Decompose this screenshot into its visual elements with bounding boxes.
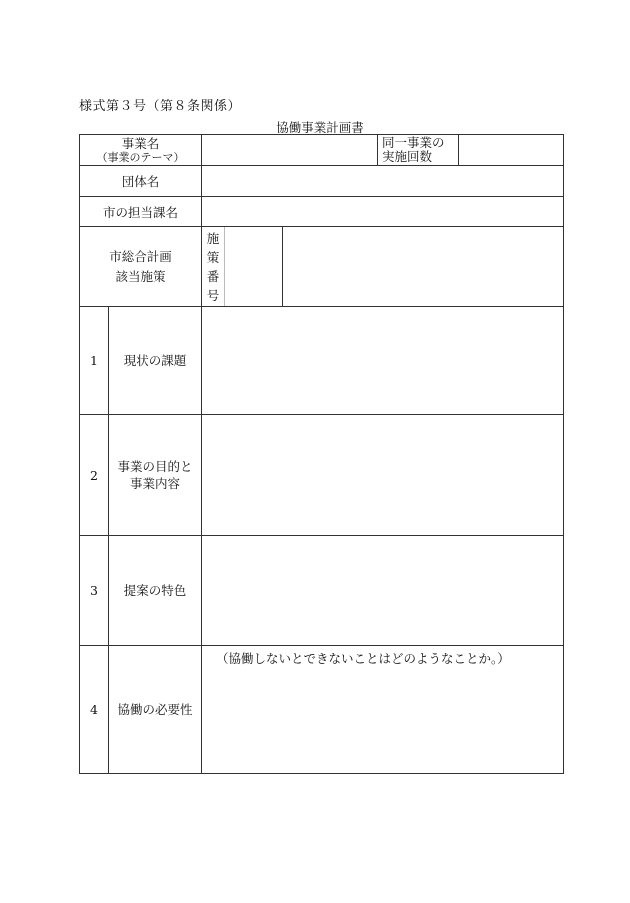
collaboration-note: （協働しないとできないことはどのようなことか。）: [216, 651, 510, 666]
section-number: 2: [80, 415, 109, 536]
city-plan-label-2: 該当施策: [115, 268, 166, 284]
group-name-label: 団体名: [80, 166, 202, 197]
section-row-1: [80, 307, 564, 415]
plan-form-table: [79, 134, 564, 774]
section-number: 3: [80, 536, 109, 646]
same-project-count-label-cell: [378, 135, 459, 166]
row-project-name: [80, 135, 564, 166]
section-label: 事業内容: [129, 476, 180, 491]
group-name-field[interactable]: [202, 166, 564, 197]
city-dept-label: 市の担当課名: [80, 197, 202, 227]
policy-number-char: 施: [206, 230, 220, 246]
section-label-cell: [109, 307, 202, 415]
project-name-label: 事業名: [121, 135, 160, 151]
form-number-label: 様式第３号（第８条関係）: [79, 99, 242, 114]
section-label: 事業の目的と: [117, 459, 193, 474]
section-row-2: [80, 415, 564, 536]
section-label: 協働の必要性: [117, 701, 193, 717]
project-name-label-cell: [80, 135, 202, 166]
section-number: 4: [80, 646, 109, 774]
row-city-dept: [80, 197, 564, 227]
policy-number-label-cell: [202, 227, 225, 307]
city-plan-label-1: 市総合計画: [109, 248, 172, 264]
document-title: 協働事業計画書: [276, 120, 364, 135]
policy-name-field[interactable]: [283, 227, 564, 307]
policy-number-field[interactable]: [225, 227, 283, 307]
same-project-label-2: 実施回数: [382, 149, 433, 164]
project-name-field[interactable]: [202, 135, 378, 166]
proposal-features-field[interactable]: [202, 536, 564, 646]
section-label-cell: [109, 415, 202, 536]
current-issues-field[interactable]: [202, 307, 564, 415]
section-row-4: [80, 646, 564, 774]
city-plan-label-cell: [80, 227, 202, 307]
policy-number-char: 策: [206, 249, 220, 265]
project-theme-label: （事業のテーマ）: [96, 150, 185, 164]
section-label: 提案の特色: [123, 582, 187, 598]
section-number: 1: [80, 307, 109, 415]
purpose-content-field[interactable]: [202, 415, 564, 536]
policy-number-char: 番: [206, 268, 220, 284]
same-project-count-field[interactable]: [459, 135, 564, 166]
row-group-name: [80, 166, 564, 197]
collaboration-necessity-field[interactable]: [202, 646, 564, 774]
same-project-label-1: 同一事業の: [382, 135, 445, 150]
section-row-3: [80, 536, 564, 646]
policy-number-char: 号: [206, 287, 220, 303]
section-label-cell: [109, 536, 202, 646]
city-dept-field[interactable]: [202, 197, 564, 227]
section-label: 現状の課題: [123, 352, 187, 368]
row-city-plan: [80, 227, 564, 307]
section-label-cell: [109, 646, 202, 774]
